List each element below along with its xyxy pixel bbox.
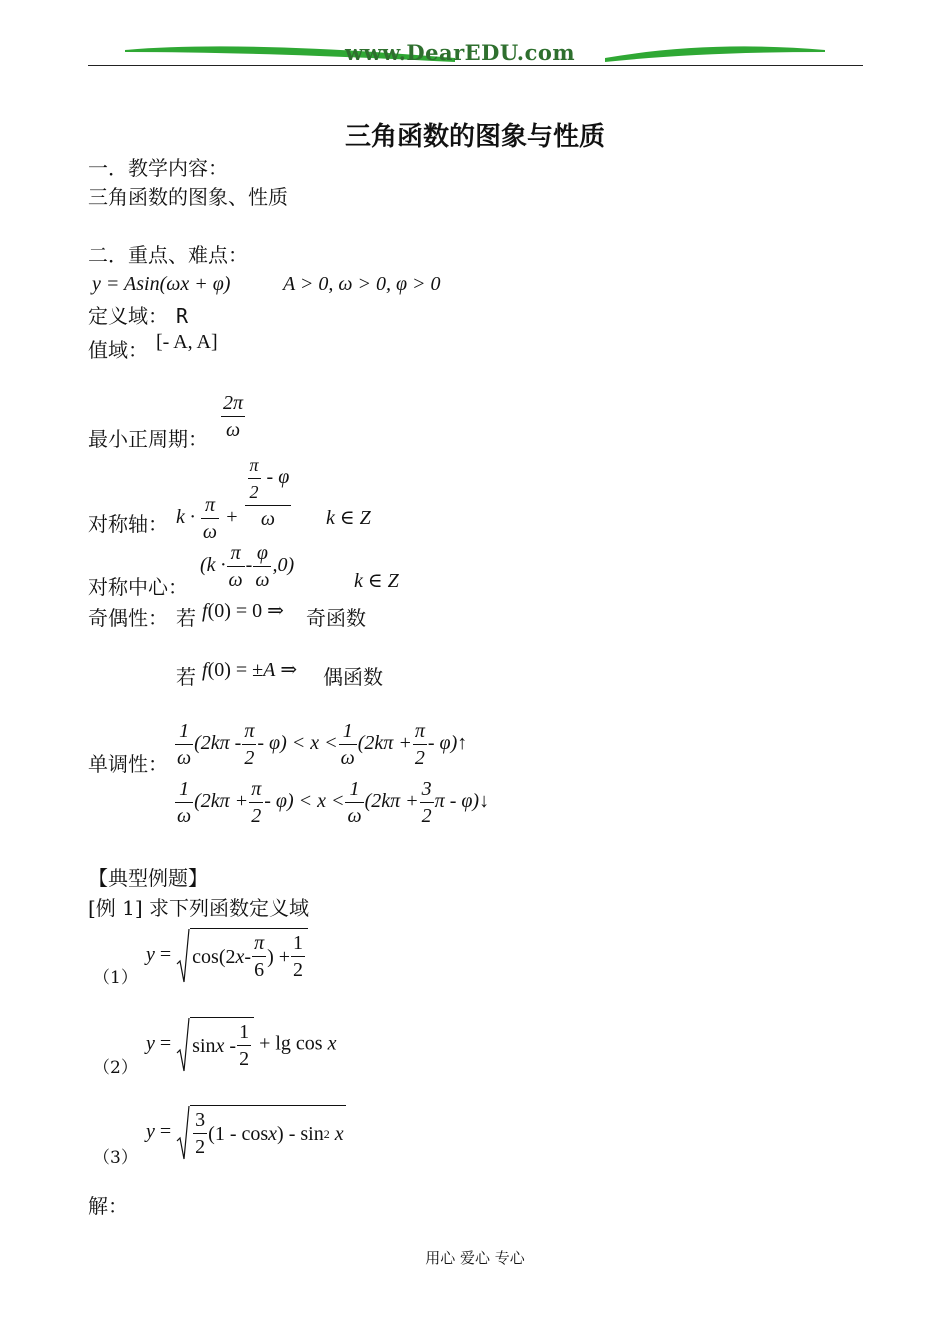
section1-heading: 一．教学内容： xyxy=(88,156,228,180)
section2-heading: 二．重点、难点： xyxy=(88,243,248,267)
axis-k-in-z: k ∈ Z xyxy=(326,507,371,529)
parity-even: 偶函数 xyxy=(323,665,383,689)
monotone-decreasing-formula: $\frac{1}{\omega}$ (2kπ + $\frac{\pi}{2}$ - φ) < x < $\frac{1}{\omega}$ (2kπ + $\frac{3}{2}$ π - φ)↓ xyxy=(177,778,490,827)
footer-slogan: 用心 爱心 专心 xyxy=(425,1249,525,1267)
period-formula: $\frac{2\pi}{\omega}$ xyxy=(223,392,244,441)
header-rule xyxy=(88,65,863,66)
center-label: 对称中心： xyxy=(88,575,188,599)
center-k-in-z: k ∈ Z xyxy=(354,570,399,592)
parity-if-even: 若 xyxy=(176,665,196,689)
example1-item1-formula: y = cos(2 x - $\frac{\pi}{6}$ ) + $\frac{1}{2}$ xyxy=(146,928,308,984)
example1-item2-formula: y = sin x - $\frac{1}{2}$ + lg cos x xyxy=(146,1017,336,1073)
parity-label: 奇偶性： xyxy=(88,606,168,630)
parity-if-odd: 若 xyxy=(176,606,196,630)
example1-item2-label: （2） xyxy=(93,1058,138,1078)
example1-item3-label: （3） xyxy=(93,1148,138,1168)
axis-formula: k · $\frac{\pi}{\omega}$ + $\frac{\pi}{2}$ - φ ω xyxy=(176,452,292,532)
axis-label: 对称轴： xyxy=(88,512,168,536)
example1-item1-label: （1） xyxy=(93,968,138,988)
parity-even-condition: f(0) = ±A ⇒ xyxy=(202,659,298,681)
center-formula: (k · $\frac{\pi}{\omega}$ - $\frac{\varphi}{\omega}$ ,0) xyxy=(200,542,295,591)
monotone-label: 单调性： xyxy=(88,752,168,776)
range-value: [- A, A] xyxy=(156,331,218,353)
parity-odd: 奇函数 xyxy=(306,606,366,630)
examples-heading: 【典型例题】 xyxy=(88,866,208,890)
formula-function: y = Asin(ωx + φ) xyxy=(92,273,231,295)
example1-item3-formula: y = $\frac{3}{2}$ (1 - cos x ) - sin 2 x xyxy=(146,1105,346,1161)
domain-label: 定义域： xyxy=(88,304,168,328)
example1-title: [例 1] 求下列函数定义域 xyxy=(88,896,310,920)
section1-content: 三角函数的图象、性质 xyxy=(88,185,288,209)
parity-odd-condition: f(0) = 0 ⇒ xyxy=(202,600,284,622)
header-logo: www.DearEDU.com xyxy=(345,40,576,65)
monotone-increasing-formula: $\frac{1}{\omega}$ (2kπ - $\frac{\pi}{2}$ - φ) < x < $\frac{1}{\omega}$ (2kπ + $\frac{\pi}{2}$ - φ)↑ xyxy=(177,720,468,769)
domain-value: R xyxy=(176,304,189,328)
formula-conditions: A > 0, ω > 0, φ > 0 xyxy=(283,273,441,295)
page-title: 三角函数的图象与性质 xyxy=(344,122,605,152)
solution-label: 解： xyxy=(88,1194,128,1218)
range-label: 值域： xyxy=(88,338,148,362)
period-label: 最小正周期： xyxy=(88,427,208,451)
